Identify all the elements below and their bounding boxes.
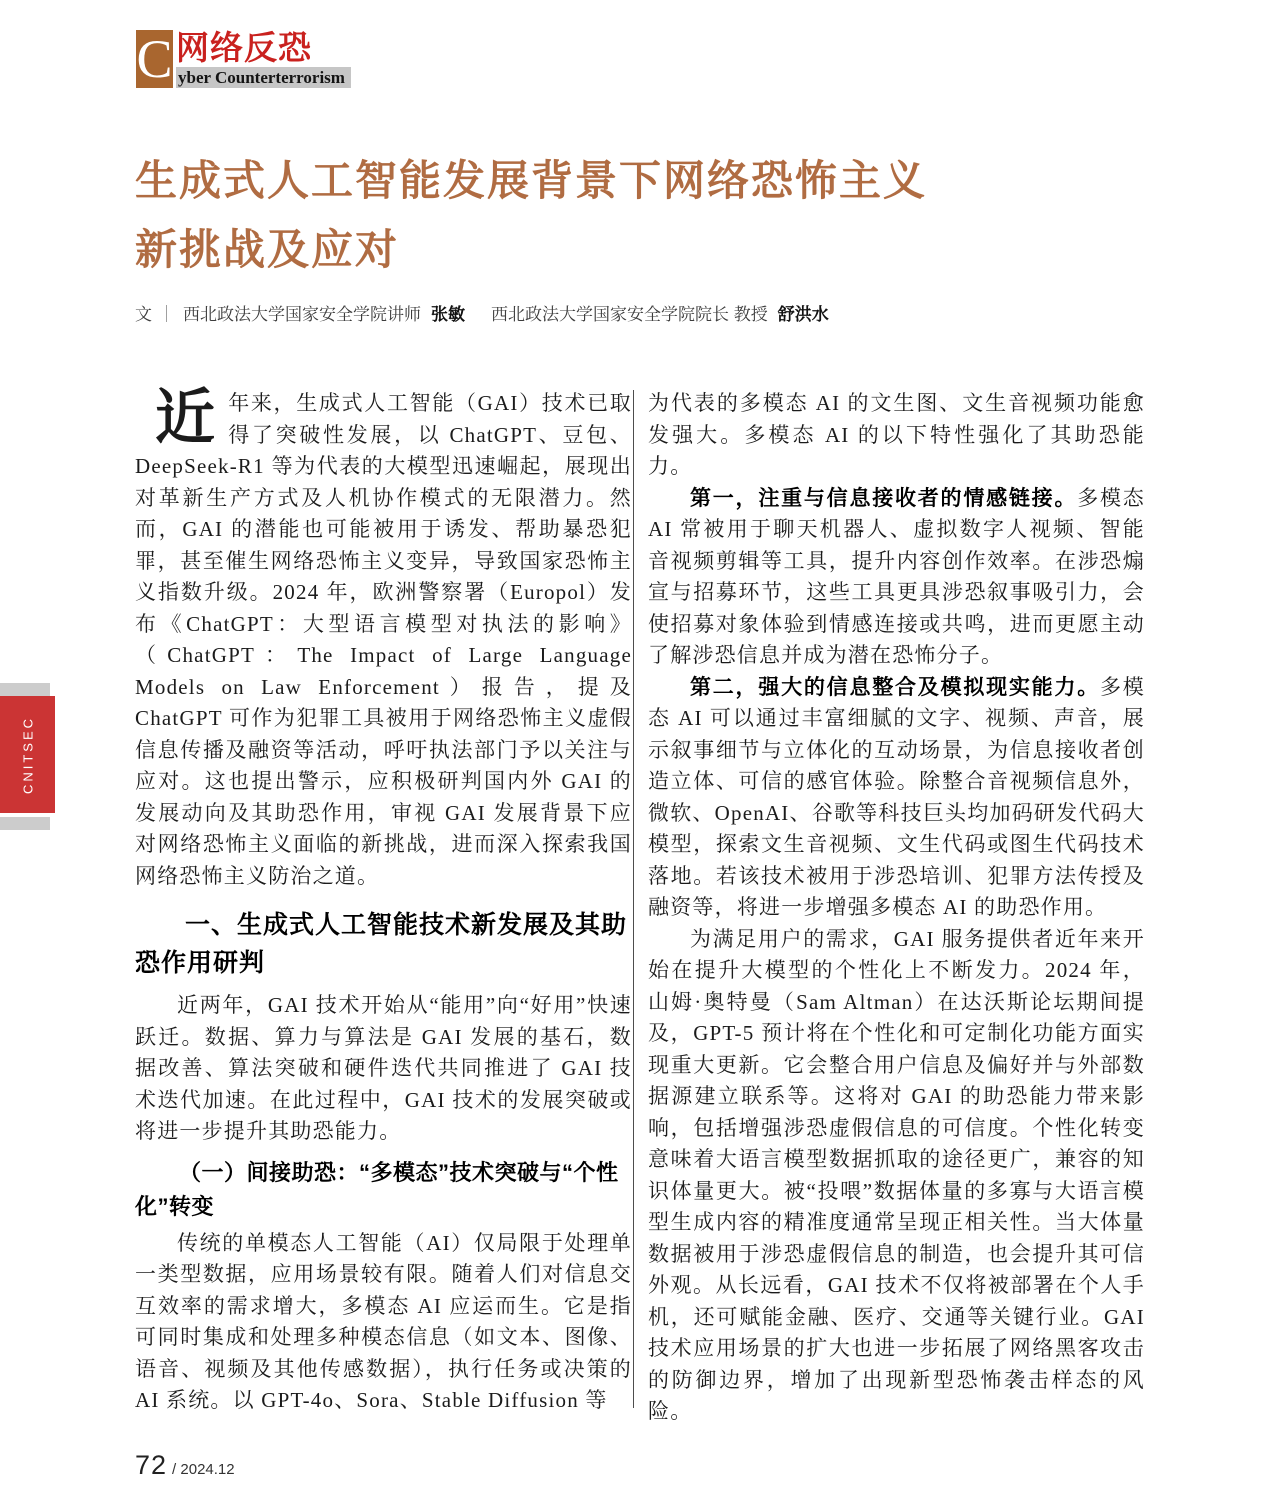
byline-divider: ｜ — [158, 305, 175, 324]
paragraph: 传统的单模态人工智能（AI）仅局限于处理单一类型数据，应用场景较有限。随着人们对信息交互效率的需求增大，多模态 AI 应运而生。它是指可同时集成和处理多种模态信息（如文本、图像、语音、视频及其他传感数据），执行任务或决策的 AI 系统。以 GPT-4o、Sora、Stable Diffusion 等 — [135, 1230, 632, 1412]
left-column — [135, 385, 632, 1417]
logo-letter: C — [136, 29, 173, 89]
issue-label: / 2024.12 — [172, 1461, 235, 1478]
page-number: 72 — [135, 1450, 168, 1480]
logo-c-box-icon — [136, 30, 173, 88]
spine-gray-strip-bottom — [0, 817, 50, 830]
intro-text: 年来，生成式人工智能（GAI）技术已取得了突破性发展，以 ChatGPT、豆包、DeepSeek-R1 等为代表的大模型迅速崛起，展现出对革新生产方式及人机协作模式的无限潜力。然而，GAI 的潜能也可能被用于诱发、帮助暴恐犯罪，甚至催生网络恐怖主义变异，导致国家恐怖主义指数升级。2024 年，欧洲警察署（Europol）发布《ChatGPT：大型语言模型对执法的影响》（ChatGPT：The Impact of Large Language Models on Law Enforcement）报告，提及 ChatGPT 可作为犯罪工具被用于网络恐怖主义虚假信息传播及融资等活动，呼吁执法部门予以关注与应对。这也提出警示，应积极研判国内外 GAI 的发展动向及其助恐作用，审视 GAI 发展背景下应对网络恐怖主义面临的新挑战，进而深入探索我国网络恐怖主义防治之道。 — [135, 391, 632, 888]
article-title — [135, 146, 1095, 284]
continuation-paragraph: 为代表的多模态 AI 的文生图、文生音视频功能愈发强大。多模态 AI 的以下特性强化了其助恐能力。 — [648, 391, 1145, 478]
paragraph-text: 多模态 AI 常被用于聊天机器人、虚拟数字人视频、智能音视频剪辑等工具，提升内容创作效率。在涉恐煽宣与招募环节，这些工具更具涉恐叙事吸引力，会使招募对象体验到情感连接或共鸣，进而更愿主动了解涉恐信息并成为潜在恐怖分子。 — [648, 485, 1145, 667]
paragraph-text: 多模态 AI 可以通过丰富细腻的文字、视频、声音，展示叙事细节与立体化的互动场景，为信息接收者创造立体、可信的感官体验。除整合音视频信息外，微软、OpenAI、谷歌等科技巨头均加码研发代码大模型，探索文生音视频、文生代码或图生代码技术落地。若该技术被用于涉恐培训、犯罪方法传授及融资等，将进一步增强多模态 AI 的助恐作用。 — [648, 674, 1145, 919]
paragraph — [648, 672, 1145, 924]
byline-prefix: 文 — [135, 305, 152, 324]
article-title-line2: 新挑战及应对 — [135, 226, 400, 273]
spine-tab-label: CNITSEC — [20, 715, 35, 794]
paragraph-bold-lead: 第一，注重与信息接收者的情感链接。 — [690, 486, 1078, 510]
byline — [135, 303, 1035, 327]
paragraph — [648, 483, 1145, 672]
spine-gray-strip-top — [0, 683, 50, 696]
intro-paragraph — [135, 385, 632, 892]
right-column — [648, 388, 1145, 1428]
subsection-heading-1-1: （一）间接助恐：“多模态”技术突破与“个性化”转变 — [135, 1159, 619, 1219]
magazine-logo — [136, 30, 351, 88]
dropcap: 近 — [155, 385, 217, 451]
byline-affiliation-2: 西北政法大学国家安全学院院长 教授 — [491, 305, 768, 324]
spine-tab — [0, 696, 55, 813]
byline-author-2: 舒洪水 — [777, 305, 829, 324]
section-title-cn: 网络反恐 — [176, 29, 312, 66]
section-subtitle-en: yber Counterterrorism — [176, 67, 351, 88]
section-heading-1: 一、生成式人工智能技术新发展及其助恐作用研判 — [135, 911, 628, 977]
byline-affiliation-1: 西北政法大学国家安全学院讲师 — [183, 305, 421, 324]
byline-author-1: 张敏 — [431, 305, 465, 324]
paragraph: 为满足用户的需求，GAI 服务提供者近年来开始在提升大模型的个性化上不断发力。2024 年，山姆·奥特曼（Sam Altman）在达沃斯论坛期间提及，GPT-5 预计将在个性化和可定制化功能方面实现重大更新。它会整合用户信息及偏好并与外部数据源建立联系等。这将对 GAI 的助恐能力带来影响，包括增强涉恐虚假信息的可信度。个性化转变意味着大语言模型数据抓取的途径更广，兼容的知识体量更大。被“投喂”数据体量的多寡与大语言模型生成内容的精准度通常呈现正相关性。当大体量数据被用于涉恐虚假信息的制造，也会提升其可信外观。从长远看，GAI 技术不仅将被部署在个人手机，还可赋能金融、医疗、交通等关键行业。GAI 技术应用场景的扩大也进一步拓展了网络黑客攻击的防御边界，增加了出现新型恐怖袭击样态的风险。 — [648, 926, 1145, 1423]
paragraph: 近两年，GAI 技术开始从“能用”向“好用”快速跃迁。数据、算力与算法是 GAI 发展的基石，数据改善、算法突破和硬件迭代共同推进了 GAI 技术迭代加速。在此过程中，GAI 技术的发展突破或将进一步提升其助恐能力。 — [135, 993, 632, 1143]
paragraph-bold-lead: 第二，强大的信息整合及模拟现实能力。 — [690, 675, 1101, 699]
logo-text-block — [176, 30, 351, 88]
column-divider — [633, 390, 634, 1408]
article-title-line1: 生成式人工智能发展背景下网络恐怖主义 — [135, 157, 928, 204]
page-footer — [135, 1450, 235, 1481]
